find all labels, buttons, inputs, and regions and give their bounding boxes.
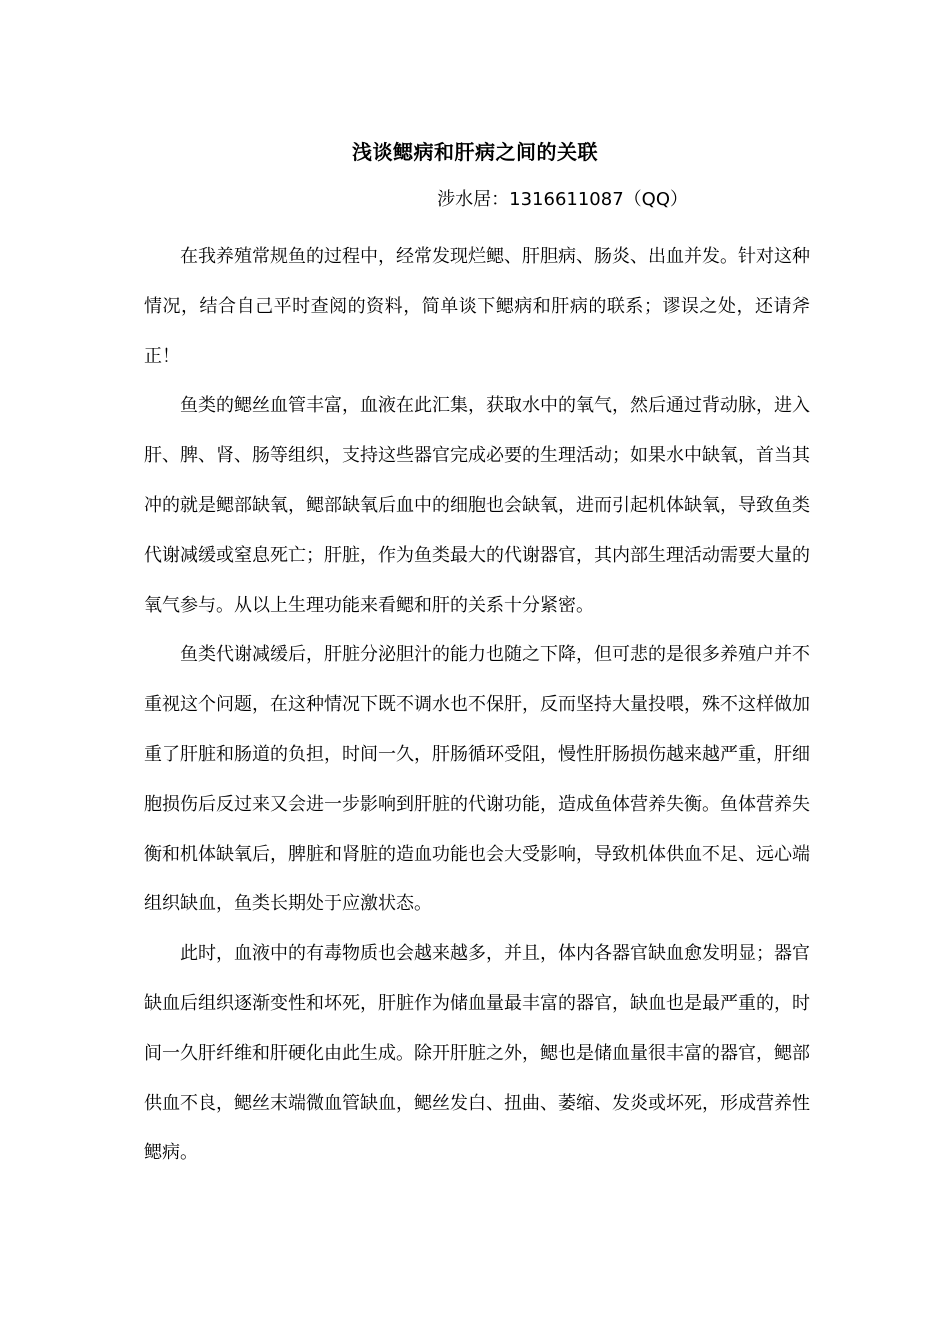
paragraph-1: 在我养殖常规鱼的过程中，经常发现烂鳃、肝胆病、肠炎、出血并发。针对这种情况，结合自己平时查阅的资料，简单谈下鳃病和肝病的联系；谬误之处，还请斧正！ xyxy=(144,246,810,367)
document-body xyxy=(144,232,810,1178)
paragraph-4: 此时，血液中的有毒物质也会越来越多，并且，体内各器官缺血愈发明显；器官缺血后组织逐渐变性和坏死，肝脏作为储血量最丰富的器官，缺血也是最严重的，时间一久肝纤维和肝硬化由此生成。除开肝脏之外，鳃也是储血量很丰富的器官，鳃部供血不良，鳃丝末端微血管缺血，鳃丝发白、扭曲、萎缩、发炎或坏死，形成营养性鳃病。 xyxy=(144,943,810,1164)
paragraph-3: 鱼类代谢减缓后，肝脏分泌胆汁的能力也随之下降，但可悲的是很多养殖户并不重视这个问题，在这种情况下既不调水也不保肝，反而坚持大量投喂，殊不这样做加重了肝脏和肠道的负担，时间一久，肝肠循环受阻，慢性肝肠损伤越来越严重，肝细胞损伤后反过来又会进一步影响到肝脏的代谢功能，造成鱼体营养失衡。鱼体营养失衡和机体缺氧后，脾脏和肾脏的造血功能也会大受影响，导致机体供血不足、远心端组织缺血，鱼类长期处于应激状态。 xyxy=(144,644,810,915)
paragraph-2: 鱼类的鳃丝血管丰富，血液在此汇集，获取水中的氧气，然后通过背动脉，进入肝、脾、肾、肠等组织，支持这些器官完成必要的生理活动；如果水中缺氧，首当其冲的就是鳃部缺氧，鳃部缺氧后血中的细胞也会缺氧，进而引起机体缺氧，导致鱼类代谢减缓或窒息死亡；肝脏，作为鱼类最大的代谢器官，其内部生理活动需要大量的氧气参与。从以上生理功能来看鳃和肝的关系十分紧密。 xyxy=(144,395,810,616)
author-line: 涉水居：1316611087（QQ） xyxy=(437,189,688,210)
document-title: 浅谈鳃病和肝病之间的关联 xyxy=(352,140,598,164)
